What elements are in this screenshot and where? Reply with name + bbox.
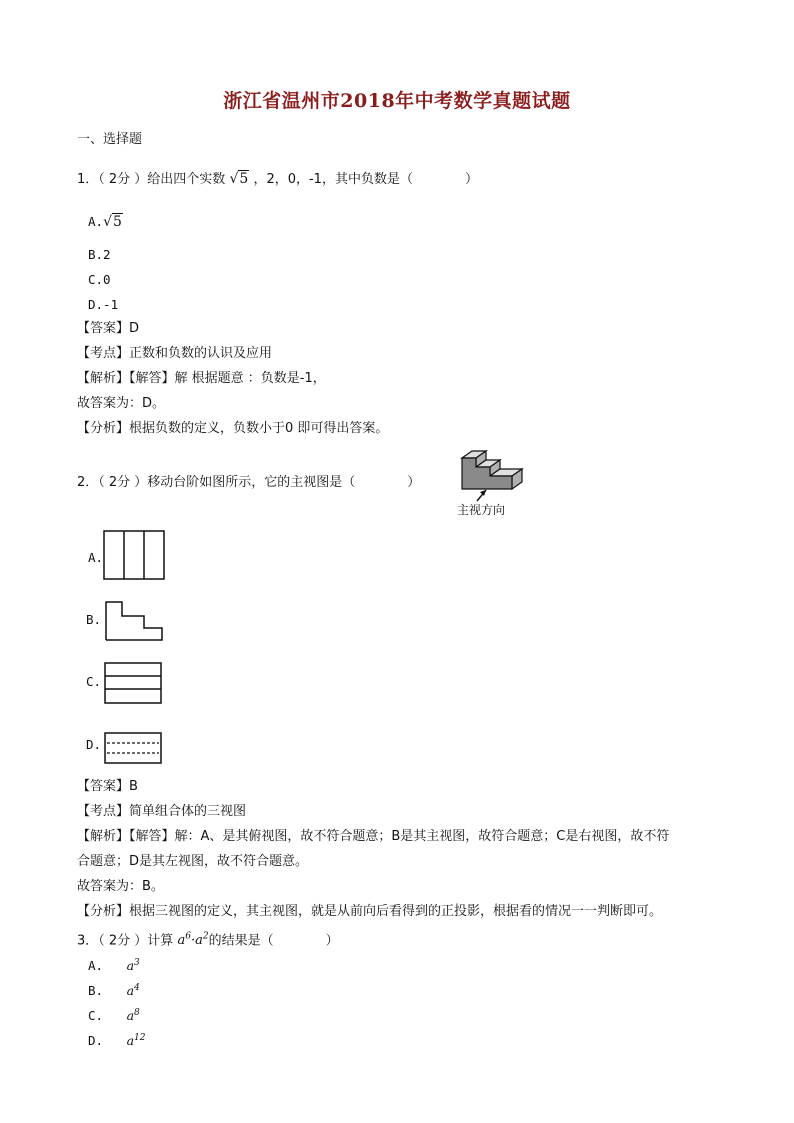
q3-option-a-label: A.: [88, 958, 104, 974]
q2-analysis-line-2: 合题意；D是其左视图，故不符合题意。: [77, 854, 309, 869]
q3-base-2: a: [195, 933, 203, 949]
q3-option-d: [88, 1030, 146, 1049]
q1-option-a-label: A.: [88, 214, 104, 229]
q3-base-1: a: [177, 933, 186, 949]
q3-dot: ·: [190, 933, 196, 949]
q1-answer: 【答案】D: [77, 321, 140, 336]
q3-option-b: [88, 980, 140, 999]
q1-conclusion: 故答案为：D。: [77, 396, 166, 411]
q1-option-a-arg: 5: [112, 214, 122, 230]
q3-option-b-label: B.: [88, 983, 104, 999]
q3-option-b-exp: 4: [134, 983, 140, 993]
q2-answer: 【答案】B: [77, 779, 138, 794]
q1-option-d: D.-1: [88, 297, 119, 312]
q3-option-a: [88, 955, 140, 974]
q2-option-a-label: A.: [88, 550, 104, 565]
q2-option-c-label: C.: [86, 674, 102, 689]
q3-stem-pre: 3．（ 2分 ）计算: [77, 933, 174, 949]
section-heading: 一、选择题: [77, 132, 143, 147]
q1-analysis: 【解析】【解答】解 根据题意 ：负数是-1，: [77, 371, 326, 386]
q3-option-c-expr: [127, 1008, 140, 1023]
q3-exp-2: 2: [202, 932, 209, 942]
view-direction-label: 主视方向: [457, 503, 506, 517]
q3-option-d-base: a: [126, 1033, 135, 1049]
page-title: 浙江省温州市2018年中考数学真题试题: [223, 90, 571, 112]
stair-3d-figure: [452, 448, 528, 494]
q2-point: 【考点】简单组合体的三视图: [77, 804, 247, 819]
q2-analysis-line-1: 【解析】【解答】解：A、是其俯视图，故不符合题意；B是其主视图，故符合题意；C是右视图，故不符: [77, 829, 670, 844]
q2-option-c-figure: [100, 655, 166, 707]
q1-option-a-sqrt: √5: [103, 214, 122, 230]
q1-option-b: B.2: [88, 247, 111, 262]
q1-option-c: C.0: [88, 272, 111, 287]
q3-exp-1: 6: [185, 932, 191, 942]
q3-option-c-base: a: [126, 1008, 135, 1024]
q2-option-a-figure: [100, 527, 168, 583]
q2-option-b-figure: [100, 592, 168, 644]
q1-sqrt: √5: [229, 171, 249, 187]
q3-stem: [77, 929, 339, 949]
q3-option-a-exp: 3: [134, 958, 140, 968]
q1-option-a: [88, 214, 123, 230]
q3-option-d-exp: 12: [134, 1033, 146, 1043]
q3-option-c: [88, 1005, 140, 1024]
q3-expression: [177, 933, 208, 948]
q1-stem-pre: 1．（ 2分 ）给出四个实数: [77, 172, 226, 187]
q2-option-b-label: B.: [86, 612, 102, 627]
q3-option-a-expr: [127, 958, 140, 973]
q2-option-d-figure: [100, 716, 166, 768]
q2-option-d-label: D.: [86, 737, 102, 752]
q3-option-b-base: a: [126, 983, 135, 999]
q3-option-d-expr: [127, 1033, 146, 1048]
q3-option-a-base: a: [126, 958, 135, 974]
q2-conclusion: 故答案为：B。: [77, 879, 164, 894]
view-direction-arrow-icon: [474, 487, 490, 503]
q3-option-d-label: D.: [88, 1033, 104, 1049]
q1-stem: [77, 171, 478, 188]
q2-remark: 【分析】根据三视图的定义，其主视图，就是从前向后看得到的正投影，根据看的情况一一判断即可。: [77, 904, 663, 919]
q1-point: 【考点】正数和负数的认识及应用: [77, 346, 273, 361]
q2-stem: 2．（ 2分 ）移动台阶如图所示，它的主视图是（ ）: [77, 475, 421, 490]
q1-sqrt-arg: 5: [239, 171, 249, 187]
q3-option-c-exp: 8: [134, 1008, 140, 1018]
q3-stem-post: 的结果是（ ）: [208, 933, 339, 949]
q1-remark: 【分析】根据负数的定义，负数小于0 即可得出答案。: [77, 421, 389, 436]
q3-option-b-expr: [127, 983, 140, 998]
q1-stem-post: ，2，0，-1，其中负数是（ ）: [253, 172, 478, 187]
q3-option-c-label: C.: [88, 1008, 104, 1024]
